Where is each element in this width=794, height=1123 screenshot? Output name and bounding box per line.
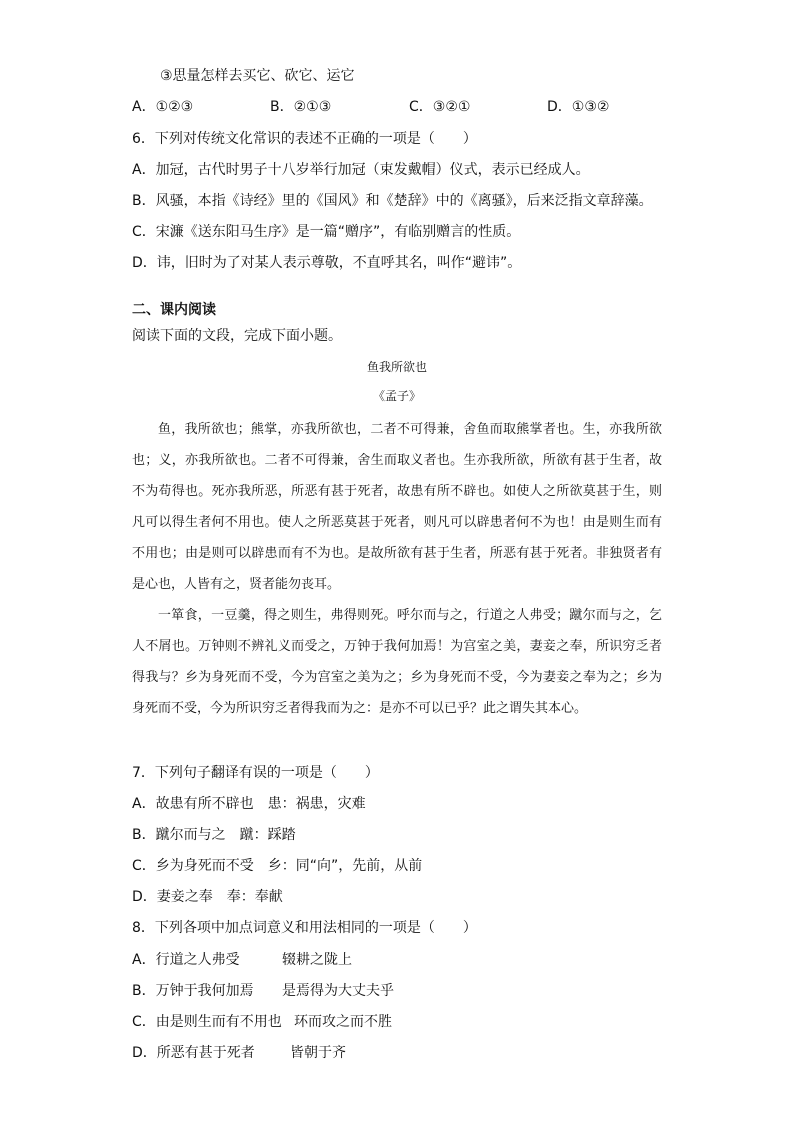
q7-option-c: C．乡为身死而不受 乡：同“向”，先前，从前 xyxy=(132,858,423,874)
section-heading: 二、课内阅读 xyxy=(132,302,216,318)
q6-option-c: C．宋濂《送东阳马生序》是一篇“赠序”，有临别赠言的性质。 xyxy=(132,224,521,240)
q6-stem: 6．下列对传统文化常识的表述不正确的一项是（ ） xyxy=(132,131,477,147)
q8-option-c-right: 环而攻之而不胜 xyxy=(294,1014,392,1030)
passage-paragraph-1: 鱼，我所欲也；熊掌，亦我所欲也，二者不可得兼，舍鱼而取熊掌者也。生，亦我所欲也；义，亦我所欲也。二者不可得兼，舍生而取义者也。生亦我所欲，所欲有甚于生者，故不为苟得也。死亦我所恶，所恶有甚于死者，故患有所不辟也。如使人之所欲莫甚于生，则凡可以得生者何不用也。使人之所恶莫甚于死者，则凡可以辟患者何不为也！由是则生而有不用也；由是则可以辟患而有不为也。是故所欲有甚于生者，所恶有甚于死者。非独贤者有是心也，人皆有之，贤者能勿丧耳。 xyxy=(132,422,662,592)
passage-paragraph-2: 一箪食，一豆羹，得之则生，弗得则死。呼尔而与之，行道之人弗受；蹴尔而与之，乞人不屑也。万钟则不辨礼义而受之，万钟于我何加焉！为宫室之美，妻妾之奉，所识穷乏者得我与？乡为身死而不受，今为宫室之美为之；乡为身死而不受，今为妻妾之奉为之；乡为身死而不受，今为所识穷乏者得我而为之：是亦不可以已乎？此之谓失其本心。 xyxy=(132,608,662,716)
q8-option-b-right: 是焉得为大丈夫乎 xyxy=(282,983,394,999)
q7-option-d: D．妻妾之奉 奉：奉献 xyxy=(132,889,283,905)
q8-option-b-left: B．万钟于我何加焉 xyxy=(132,983,254,999)
q8-option-a-left: A．行道之人弗受 xyxy=(132,952,240,968)
q5-option-d: D．①③② xyxy=(547,99,610,115)
q6-option-a: A．加冠，古代时男子十八岁举行加冠（束发戴帽）仪式，表示已经成人。 xyxy=(132,162,590,178)
section-instruction: 阅读下面的文段，完成下面小题。 xyxy=(132,328,342,344)
q8-option-d-left: D．所恶有甚于死者 xyxy=(132,1045,255,1061)
q6-option-b: B．风骚，本指《诗经》里的《国风》和《楚辞》中的《离骚》，后来泛指文章辞藻。 xyxy=(132,193,653,209)
q7-stem: 7．下列句子翻译有误的一项是（ ） xyxy=(132,765,379,781)
q5-option-b: B．②①③ xyxy=(270,99,332,115)
passage-body xyxy=(132,414,662,724)
q8-option-c-left: C．由是则生而有不用也 xyxy=(132,1014,282,1030)
passage-author: 《孟子》 xyxy=(372,389,421,403)
q7-option-a: A．故患有所不辟也 患：祸患，灾难 xyxy=(132,796,366,812)
q5-option-c: C．③②① xyxy=(409,99,471,115)
q6-option-d: D．讳，旧时为了对某人表示尊敬，不直呼其名，叫作“避讳”。 xyxy=(132,255,522,271)
passage-title: 鱼我所欲也 xyxy=(366,360,427,374)
q5-option-a: A．①②③ xyxy=(132,99,194,115)
q8-option-d-right: 皆朝于齐 xyxy=(290,1045,346,1061)
q7-option-b: B．蹴尔而与之 蹴：踩踏 xyxy=(132,827,296,843)
q5-item3: ③思量怎样去买它、砍它、运它 xyxy=(160,68,355,84)
q8-option-a-right: 辍耕之陇上 xyxy=(282,952,352,968)
q8-stem: 8．下列各项中加点词意义和用法相同的一项是（ ） xyxy=(132,920,477,936)
